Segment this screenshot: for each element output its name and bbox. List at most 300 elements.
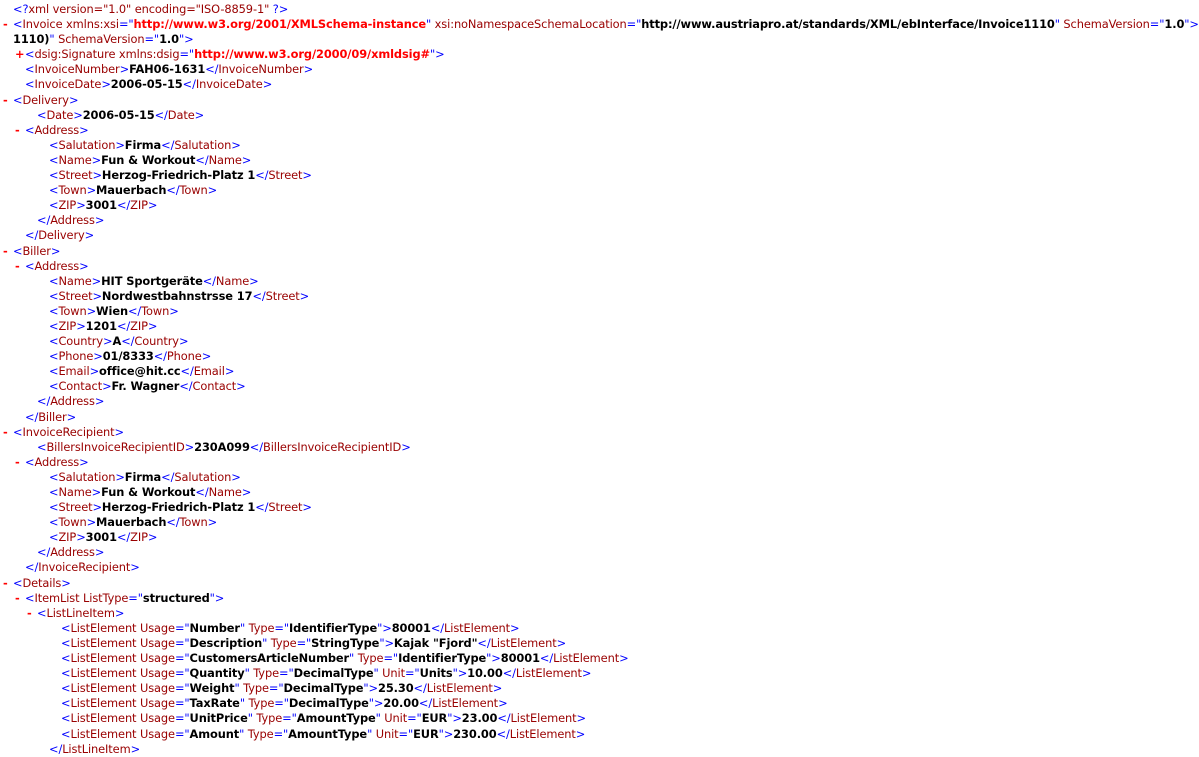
xml-line-content [25,123,89,138]
xml-line[interactable] [0,244,642,259]
text-value: Mauerbach [96,515,167,530]
tag-name: Address [50,545,95,560]
attr-name: Type [244,726,274,741]
markup: " [262,635,268,650]
xml-line-content [49,742,140,757]
markup: < [49,198,59,213]
tag-name: Phone [58,349,94,364]
text-value: FAH06-1631 [129,62,206,77]
tag-name: Town [179,183,208,198]
markup: < [49,183,59,198]
text-value: Fr. Wagner [111,379,180,394]
attr-name: xmlns:dsig [115,47,180,62]
text-value: 10.00 [467,666,503,681]
xml-line-content [61,711,586,726]
xml-line [0,153,642,168]
markup: </ [413,681,427,696]
markup: > [619,651,629,666]
markup: > [76,530,86,545]
markup: =" [273,726,289,741]
xml-line-content [25,591,224,606]
xml-line-content [37,213,104,228]
xml-line [0,621,642,636]
markup: < [49,318,59,333]
xml-line-content [37,606,124,621]
markup: =" [174,726,190,741]
xml-line [0,636,642,651]
attr-name: SchemaVersion [1059,17,1150,32]
markup: =" [398,726,414,741]
markup: > [73,107,83,122]
attr-value: UnitPrice [189,711,248,726]
xml-line [0,515,642,530]
markup: "> [1184,17,1199,32]
markup: </ [116,198,131,213]
markup: < [49,364,59,379]
collapse-toggle-icon[interactable]: - [27,605,32,620]
tag-name: ZIP [58,530,77,545]
markup: < [49,515,59,530]
markup: > [91,152,102,167]
markup: </ [496,726,510,741]
markup: > [231,137,241,152]
markup: </ [477,635,491,650]
xml-line-content [61,681,502,696]
markup: " [239,726,245,741]
collapse-toggle-icon[interactable]: - [3,424,8,439]
markup: =" [626,17,642,32]
attr-value: StringType [311,635,380,650]
text-value: Firma [124,469,162,484]
xml-line[interactable] [0,455,642,470]
xml-line [0,334,642,349]
markup: > [115,469,125,484]
markup: "> [438,726,454,741]
tag-name: xml version="1.0" encoding="ISO-8859-1" [28,2,270,16]
markup: > [114,424,124,439]
tag-name: BillersInvoiceRecipientID [262,439,402,454]
markup: " [234,681,240,696]
markup: "> [486,651,501,666]
markup: > [302,168,312,183]
attr-value: EUR [413,726,439,741]
tag-name: Country [58,334,104,349]
markup: " [49,32,55,47]
attr-name: SchemaVersion [54,32,145,47]
markup: </ [37,213,51,228]
markup: > [86,515,97,530]
tag-name: Street [58,288,93,303]
xml-line [0,696,642,711]
markup: </ [180,364,194,379]
xml-line [0,62,642,77]
tag-name: dsig:Signature [34,47,116,62]
markup: > [68,92,79,107]
attr-value: AmountType [288,726,368,741]
xml-line-content [49,304,179,319]
markup: " [375,711,381,726]
text-value: 230A099 [194,439,250,454]
xml-line [0,2,642,17]
xml-line [0,319,642,334]
attr-name: Usage [136,711,175,726]
xml-line-content [49,334,188,349]
markup: </ [121,334,135,349]
markup: > [50,243,61,258]
markup: < [49,168,59,183]
xml-line [0,440,642,455]
collapse-toggle-icon[interactable]: - [15,590,20,605]
tag-name: ItemList [34,590,80,605]
markup: </ [116,530,131,545]
markup: > [92,500,102,515]
text-value: 1201 [85,318,117,333]
tag-name: Email [193,364,225,379]
attr-name: Usage [136,635,175,650]
markup: =" [279,666,294,681]
markup: > [224,364,235,379]
text-value: Herzog-Friedrich-Platz 1 [101,168,256,183]
collapse-toggle-icon[interactable]: - [3,17,8,32]
xml-line-content [49,153,251,168]
markup: </ [37,545,51,560]
attr-value: http://www.austriapro.at/standards/XML/ebInterface/Invoice1110 [641,17,1055,32]
attr-value: 1.0 [159,32,179,47]
markup: =" [274,620,289,635]
xml-line [0,198,642,213]
markup: " [247,711,253,726]
xml-line-content [49,349,211,364]
text-value: 3001 [85,530,117,545]
xml-line-content [37,394,104,409]
markup: > [115,137,125,152]
xml-line-content [49,515,217,530]
tag-name: Address [34,258,80,273]
markup: < [25,62,35,77]
markup: =" [174,696,190,711]
xml-line [0,228,642,243]
markup: > [201,349,212,364]
markup: =" [407,711,422,726]
markup: > [492,681,503,696]
tag-name: ListElement [70,696,137,711]
markup: </ [255,500,269,515]
tag-name: Salutation [58,469,116,484]
markup: "> [379,635,394,650]
markup: < [13,575,23,590]
tag-name: Town [179,515,208,530]
markup: "> [368,696,384,711]
xml-line[interactable] [0,576,642,591]
xml-line-content [49,168,312,183]
tag-name: Name [58,152,92,167]
markup: > [299,288,310,303]
xml-line-content [61,621,519,636]
text-value: A [112,334,122,349]
markup: =" [404,666,420,681]
collapse-toggle-icon[interactable]: - [3,575,8,590]
xml-line-content [25,259,89,274]
markup: > [94,394,105,409]
xml-line-content [13,93,78,108]
xml-line-content [25,455,89,470]
attr-value: Weight [189,681,235,696]
xml-line[interactable] [0,606,642,621]
tag-name: Street [265,288,300,303]
attr-value: Number [189,620,240,635]
markup: =" [179,47,195,62]
xml-line-content [37,545,104,560]
markup: > [94,213,105,228]
markup: > [241,485,252,499]
xml-line-content [25,228,94,243]
xml-line-content [49,183,217,198]
xml-line[interactable] [0,123,642,138]
markup: </ [252,288,266,303]
markup: </ [249,439,263,454]
tag-name: ListElement [70,681,137,696]
tag-name: ZIP [130,530,148,545]
markup: < [37,107,47,122]
xml-line-content [13,244,60,259]
attr-name: Unit [378,666,405,681]
markup: </ [25,228,39,243]
markup: =" [268,681,284,696]
tag-name: ListElement [70,726,137,741]
namespace-value: http://www.w3.org/2000/09/xmldsig# [194,47,430,62]
markup: > [84,228,95,243]
markup: > [89,364,100,379]
xml-line [0,364,642,379]
xml-line [0,545,642,560]
xml-line-content [13,17,1199,32]
expand-toggle-icon[interactable]: + [15,47,25,62]
markup: </ [202,273,216,288]
markup: =" [174,666,190,681]
markup: </ [195,485,209,499]
markup: < [61,711,71,726]
markup: </ [179,379,193,394]
text-value: HIT Sportgeräte [101,273,203,288]
markup: < [61,651,71,666]
markup: " [1054,17,1060,32]
markup: < [25,122,35,137]
collapse-toggle-icon[interactable]: - [15,454,20,469]
xml-line-content [49,289,309,304]
markup: < [25,258,35,273]
text-value: Herzog-Friedrich-Platz 1 [101,500,256,515]
attr-value: IdentifierType [289,620,378,635]
markup: " [426,17,432,32]
markup: </ [166,183,180,198]
markup: < [37,605,47,620]
markup: < [61,620,71,635]
xml-line-content [13,32,194,47]
attr-name: Usage [136,696,175,711]
tag-name: Address [34,454,80,469]
markup: < [61,726,71,741]
markup: </ [153,349,167,364]
markup: " [244,666,250,681]
text-value: 80001 [391,620,431,635]
markup: < [49,288,59,303]
markup: > [79,258,89,273]
markup: < [61,681,71,696]
xml-line-content [49,198,157,213]
tag-name: Delivery [22,92,69,107]
markup: </ [161,469,175,484]
attr-name: Unit [372,726,399,741]
text-value: Firma [124,137,162,152]
markup: " [239,620,246,635]
text-value: 01/8333 [102,349,154,364]
markup: =" [1149,17,1165,32]
markup: </ [195,152,209,167]
markup: > [207,183,218,198]
markup: < [49,530,59,545]
tag-name: InvoiceDate [195,77,263,92]
xml-line[interactable] [0,47,642,62]
attr-name: ListType [79,590,129,605]
markup: > [79,122,89,137]
text-value: 3001 [85,198,117,213]
xml-line [0,304,642,319]
markup: =" [174,651,190,666]
tag-name: Street [268,168,303,183]
markup: > [231,469,241,484]
tag-name: Details [22,575,62,590]
markup: < [49,137,59,152]
markup: > [184,439,195,454]
xml-line[interactable] [0,93,642,108]
markup: =" [296,635,312,650]
tag-name: ListElement [70,666,137,681]
markup: </ [116,318,131,333]
attr-value: DecimalType [283,681,364,696]
markup: > [119,62,130,77]
xml-line-content [25,410,76,425]
markup: "> [209,590,225,605]
xml-line [0,108,642,123]
markup: < [25,47,35,62]
xml-line [0,410,642,425]
markup: =" [174,635,190,650]
xml-line [0,168,642,183]
attr-value: EUR [421,711,448,726]
xml-line-content [49,485,251,500]
markup: > [262,77,273,92]
markup: < [37,439,47,454]
markup: > [92,168,102,183]
tag-name: Street [268,500,303,515]
markup: > [91,273,102,288]
markup: ?> [269,2,289,16]
xml-line-content [25,47,445,62]
tag-name: InvoiceRecipient [22,424,115,439]
collapse-toggle-icon[interactable]: - [3,243,8,258]
text-value: 2006-05-15 [110,77,183,92]
markup: =" [118,17,134,32]
markup: =" [174,711,190,726]
text-value: 2006-05-15 [82,107,155,122]
attr-name: Type [354,651,384,666]
markup: > [498,696,508,711]
markup: > [510,620,520,635]
markup: > [236,379,246,394]
markup: " [349,651,355,666]
attr-name: Type [267,635,297,650]
markup: =" [174,681,190,696]
attr-name: Unit [380,711,408,726]
xml-line-content [13,576,71,591]
xml-line[interactable] [0,17,1199,32]
xml-line-content [37,108,204,123]
xml-line-content [25,62,313,77]
markup: > [556,635,567,650]
text-value: Mauerbach [96,183,167,198]
xml-line-content [61,696,508,711]
markup: </ [37,394,51,409]
markup: < [25,454,35,469]
xml-line [0,213,642,228]
markup: > [94,545,105,560]
tag-name: ListElement [490,635,557,650]
tag-name: ListElement [70,620,137,635]
tag-name: InvoiceRecipient [38,560,131,575]
text-value: Nordwestbahnstrsse 17 [101,288,253,303]
tag-name: Delivery [38,228,85,243]
xml-line[interactable] [0,259,642,274]
markup: < [49,379,59,394]
xml-line [0,711,642,726]
collapse-toggle-icon[interactable]: - [3,92,8,107]
text-value: Fun & Workout [101,152,196,167]
tag-name: ListElement [70,635,137,650]
xml-line[interactable] [0,591,642,606]
markup: > [241,152,252,167]
markup: =" [144,32,160,47]
attr-name: Type [245,620,275,635]
markup: < [61,666,71,681]
xml-line [0,470,642,485]
markup: > [207,515,218,530]
markup: </ [25,409,39,424]
text-value: office@hit.cc [99,364,181,379]
tag-name: InvoiceNumber [34,62,120,77]
markup: > [401,439,411,454]
markup: < [49,485,59,499]
attr-value: 1.0 [1164,17,1185,32]
text-value: Kajak "Fjord" [393,635,478,650]
xml-line [0,681,642,696]
markup: "> [363,681,378,696]
markup: "> [447,711,462,726]
xml-line[interactable] [0,425,642,440]
xml-line [0,138,642,153]
xml-line [0,500,642,515]
collapse-toggle-icon[interactable]: - [15,258,20,273]
markup: < [13,17,23,32]
xml-line-content [49,138,241,153]
markup: </ [154,107,168,122]
markup: > [101,77,111,92]
attr-name: Usage [136,620,175,635]
markup: > [169,303,179,318]
tag-name: Invoice [22,17,63,32]
tag-name: InvoiceNumber [218,62,304,77]
xml-line [0,560,642,575]
collapse-toggle-icon[interactable]: - [15,122,20,137]
